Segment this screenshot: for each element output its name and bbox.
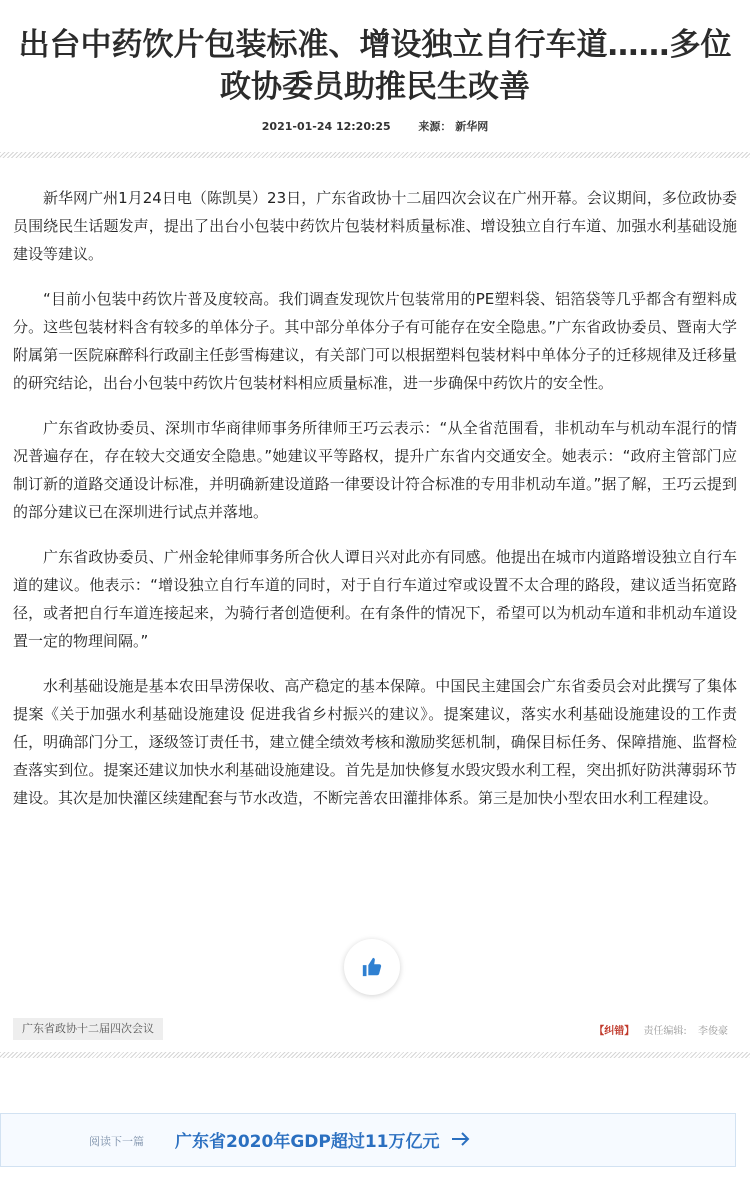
article-paragraph: “目前小包装中药饮片普及度较高。我们调查发现饮片包装常用的PE塑料袋、铝箔袋等几乎都含有塑料成分。这些包装材料含有较多的单体分子。其中部分单体分子有可能存在安全隐患。”广东省政协委员、暨南大学附属第一医院麻醉科行政副主任彭雪梅建议，有关部门可以根据塑料包装材料中单体分子的迁移规律及迁移量的研究结论，出台小包装中药饮片包装材料相应质量标准，进一步确保中药饮片的安全性。: [13, 290, 737, 392]
article-meta: [0, 118, 750, 134]
editor-name: 李俊豪: [698, 1026, 728, 1037]
article-paragraph: 广东省政协委员、深圳市华商律师事务所律师王巧云表示：“从全省范围看，非机动车与机动车混行的情况普遍存在，存在较大交通安全隐患。”她建议平等路权，提升广东省内交通安全。她表示：“政府主管部门应制订新的道路交通设计标准，并明确新建设道路一律要设计符合标准的专用非机动车道。”据了解，王巧云提到的部分建议已在深圳进行试点并落地。: [13, 419, 737, 521]
report-error-link[interactable]: 【纠错】: [594, 1026, 635, 1037]
article-paragraph: 水利基础设施是基本农田旱涝保收、高产稳定的基本保障。中国民主建国会广东省委员会对此撰写了集体提案《关于加强水利基础设施建设 促进我省乡村振兴的建议》。提案建议，落实水利基础设施建设的工作责任，明确部门分工，逐级签订责任书，建立健全绩效考核和激励奖惩机制，确保目标任务、保障措施、监督检查落实到位。提案还建议加快水利基础设施建设。首先是加快修复水毁灾毁水利工程，突出抓好防洪薄弱环节建设。其次是加快灌区续建配套与节水改造，不断完善农田灌排体系。第三是加快小型农田水利工程建设。: [13, 677, 737, 807]
hatched-divider-bottom: [0, 1052, 750, 1058]
article-body: [13, 184, 737, 829]
like-button[interactable]: [344, 939, 400, 995]
next-article-label: 阅读下一篇: [89, 1135, 144, 1148]
publish-datetime: 2021-01-24 12:20:25: [261, 120, 391, 133]
thumbs-up-icon: [361, 956, 383, 978]
article-paragraph: 广东省政协委员、广州金轮律师事务所合伙人谭日兴对此亦有同感。他提出在城市内道路增设独立自行车道的建议。他表示：“增设独立自行车道的同时，对于自行车道过窄或设置不太合理的路段，建议适当拓宽路径，或者把自行车道连接起来，为骑行者创造便利。在有条件的情况下，希望可以为机动车道和非机动车道设置一定的物理间隔。”: [13, 548, 737, 650]
next-article-box[interactable]: [0, 1113, 736, 1167]
editor-info: [594, 1022, 728, 1037]
article-title: 出台中药饮片包装标准、增设独立自行车道……多位政协委员助推民生改善: [18, 27, 732, 105]
source-name: 新华网: [455, 120, 489, 133]
next-article-link[interactable]: 广东省2020年GDP超过11万亿元: [175, 1132, 440, 1152]
article-paragraph: 新华网广州1月24日电（陈凯昊）23日，广东省政协十二届四次会议在广州开幕。会议期间，多位政协委员围绕民生话题发声，提出了出台小包装中药饮片包装材料质量标准、增设独立自行车道、加强水利基础设施建设等建议。: [13, 189, 737, 263]
topic-tag[interactable]: 广东省政协十二届四次会议: [13, 1018, 163, 1040]
hatched-divider-top: [0, 152, 750, 158]
source-label: 来源：: [418, 120, 452, 133]
arrow-right-icon[interactable]: [451, 1131, 471, 1147]
editor-label: 责任编辑:: [643, 1026, 687, 1037]
